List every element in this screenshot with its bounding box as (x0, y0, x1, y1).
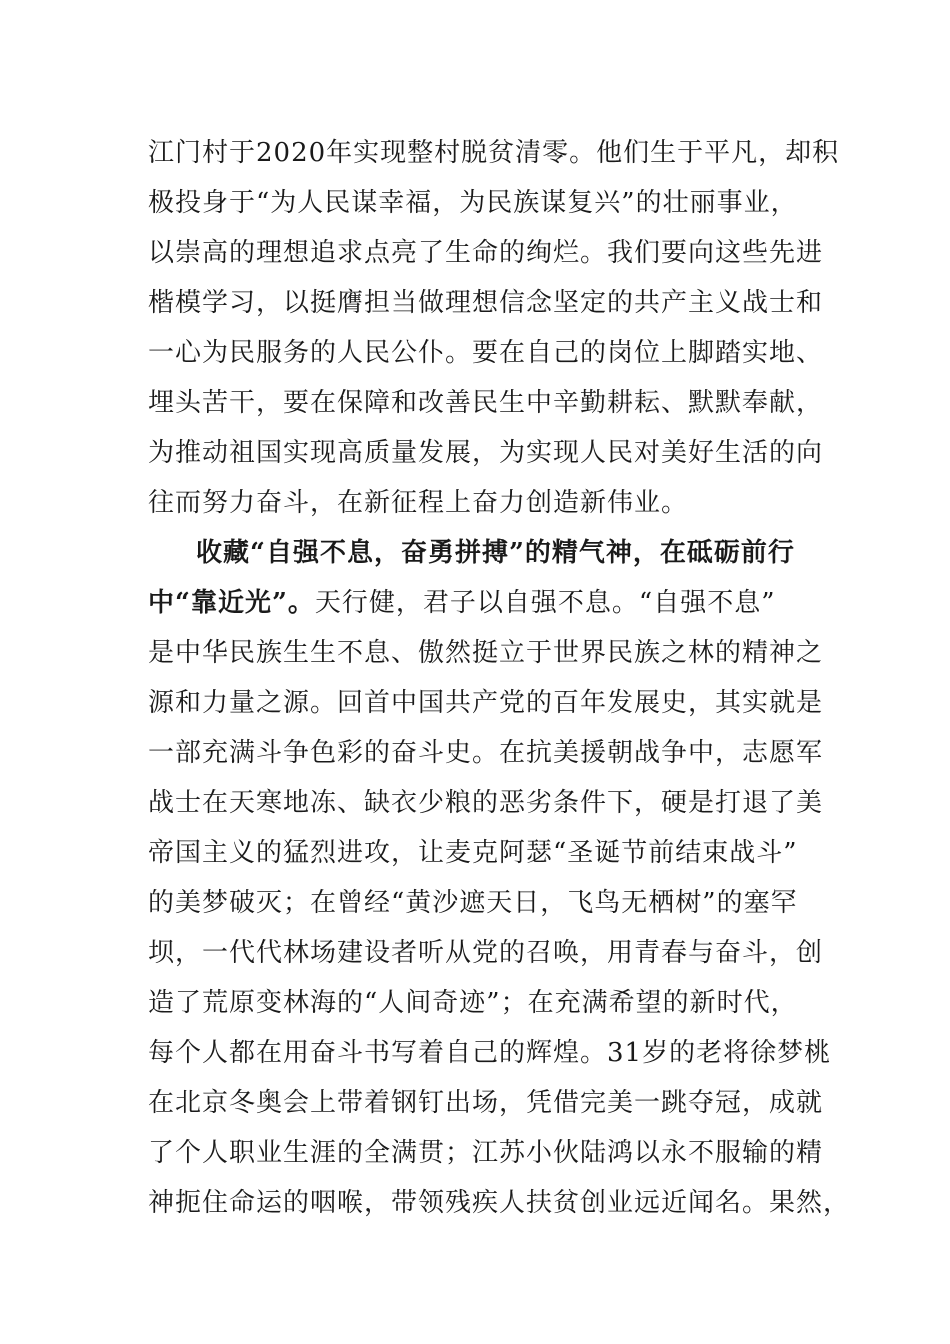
text-line: 为推动祖国实现高质量发展，为实现人民对美好生活的向 (148, 438, 824, 468)
text-line: 了个人职业生涯的全满贯；江苏小伙陆鸿以永不服输的精 (148, 1138, 824, 1168)
text-line: 江门村于2020年实现整村脱贫清零。他们生于平凡，却积 (148, 138, 840, 168)
text-line: 往而努力奋斗，在新征程上奋力创造新伟业。 (148, 488, 689, 518)
text-line: 战士在天寒地冻、缺衣少粮的恶劣条件下，硬是打退了美 (148, 788, 824, 818)
text-line: 的美梦破灭；在曾经“黄沙遮天日，飞鸟无栖树”的塞罕 (148, 888, 798, 918)
text-line: 以崇高的理想追求点亮了生命的绚烂。我们要向这些先进 (148, 238, 824, 268)
text-line: 埋头苦干，要在保障和改善民生中辛勤耕耘、默默奉献， (148, 388, 824, 418)
text-line: 坝，一代代林场建设者听从党的召唤，用青春与奋斗，创 (148, 938, 824, 968)
text-line: 一心为民服务的人民公仆。要在自己的岗位上脚踏实地、 (148, 338, 824, 368)
text-line: 是中华民族生生不息、傲然挺立于世界民族之林的精神之 (148, 638, 824, 668)
text-line: 楷模学习，以挺膺担当做理想信念坚定的共产主义战士和 (148, 288, 824, 318)
text-line: 每个人都在用奋斗书写着自己的辉煌。31岁的老将徐梦桃 (148, 1038, 832, 1068)
section-heading: 收藏“自强不息，奋勇拼搏”的精气神，在砥砺前行 (196, 538, 795, 568)
text-line: 造了荒原变林海的“人间奇迹”；在充满希望的新时代， (148, 988, 798, 1018)
section-heading-end: 中“靠近光”。 (148, 588, 315, 618)
text-line: 在北京冬奥会上带着钢钉出场，凭借完美一跳夺冠，成就 (148, 1088, 824, 1118)
text-line: 帝国主义的猛烈进攻，让麦克阿瑟“圣诞节前结束战斗” (148, 838, 798, 868)
text-span: 天行健，君子以自强不息。“自强不息” (314, 588, 776, 618)
text-line: 神扼住命运的咽喉，带领残疾人扶贫创业远近闻名。果然， (148, 1188, 851, 1218)
heading-continuation-line (148, 578, 808, 628)
text-line: 一部充满斗争色彩的奋斗史。在抗美援朝战争中，志愿军 (148, 738, 824, 768)
text-line: 源和力量之源。回首中国共产党的百年发展史，其实就是 (148, 688, 824, 718)
text-line: 极投身于“为人民谋幸福，为民族谋复兴”的壮丽事业， (148, 188, 798, 218)
